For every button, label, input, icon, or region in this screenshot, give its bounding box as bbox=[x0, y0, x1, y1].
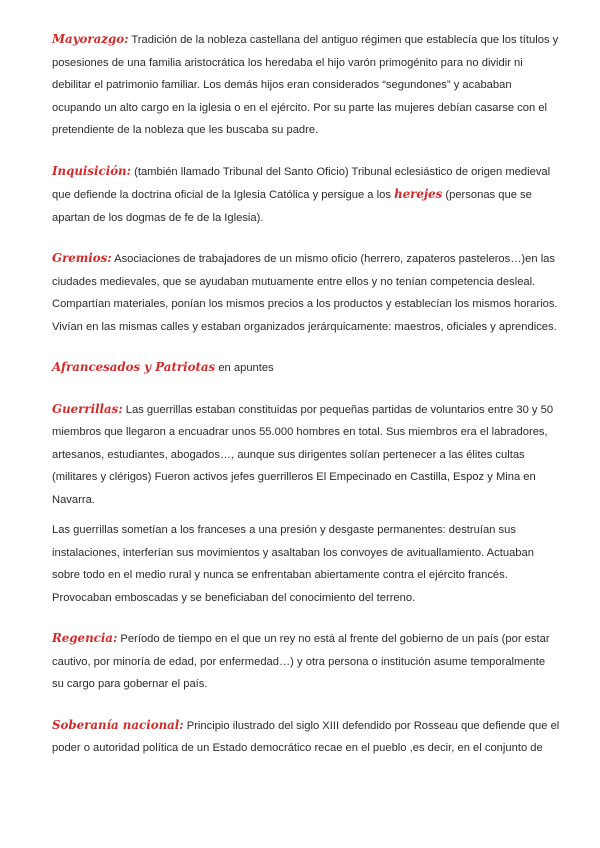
term-soberania: Soberanía nacional: bbox=[52, 717, 184, 732]
definition-guerrillas: Las guerrillas estaban constituidas por pequeñas partidas de voluntarios entre 30 y 50 miembros que llegaron a encuadrar unos 55.000 hombres en total. Sus miembros era el labradores, artesanos, estudiantes, abogados…, aunque sus dirigentes solían pertenecer a las élites cultas (militares y clérigos) Fueron activos jefes guerrilleros El Empecinado en Castilla, Espoz y Mina en Navarra. bbox=[52, 403, 554, 506]
term-herejes: herejes bbox=[394, 187, 443, 201]
entry-gremios bbox=[52, 247, 560, 338]
term-afrancesados: Afrancesados y Patriotas bbox=[52, 360, 216, 374]
definition-inquisicion-part1: (también llamado Tribunal del Santo Oficio) Tribunal eclesiástico de origen medieval que defiende la doctrina oficial de la Iglesia Católica y persigue a los bbox=[52, 165, 551, 201]
entry-guerrillas bbox=[52, 398, 560, 512]
term-gremios: Gremios: bbox=[52, 251, 112, 265]
entry-soberania bbox=[52, 714, 560, 760]
definition-afrancesados: en apuntes bbox=[215, 362, 274, 374]
definition-inquisicion-part2: (personas que se apartan de los dogmas de fe de la Iglesia). bbox=[52, 189, 532, 224]
definition-mayorazgo: Tradición de la nobleza castellana del antiguo régimen que establecía que los títulos y posesiones de una familia aristocrática los heredaba el hijo varón primogénito para no dividir ni debilitar el patrimonio familiar. Los demás hijos eran considerados “segundones” y acababan ocupando un alto cargo en la iglesia o en el ejército. Por su parte las mujeres debían casarse con el pretendiente de la nobleza que les buscaba su padre. bbox=[52, 34, 559, 136]
term-mayorazgo: Mayorazgo: bbox=[52, 32, 129, 46]
definition-regencia: Período de tiempo en el que un rey no está al frente del gobierno de un país (por estar cautivo, por minoría de edad, por enfermedad…) y otra persona o institución asume temporalmente su cargo para gobernar el país. bbox=[52, 633, 550, 690]
definition-soberania: Principio ilustrado del siglo XIII defendido por Rosseau que defiende que el poder o autoridad política de un Estado democrático recae en el pueblo ,es decir, en el conjunto de bbox=[52, 719, 560, 754]
entry-inquisicion bbox=[52, 160, 560, 230]
entry-regencia bbox=[52, 627, 560, 696]
entry-afrancesados bbox=[52, 356, 560, 380]
entry-guerrillas-continued: Las guerrillas sometían a los franceses a una presión y desgaste permanentes: destruían sus instalaciones, interferían sus movimientos y asaltaban los convoyes de avituallamiento. Actuaban sobre todo en el medio rural y nunca se enfrentaban abiertamente contra el ejército francés. Provocaban emboscadas y se beneficiaban del conocimiento del terreno. bbox=[52, 524, 534, 604]
term-inquisicion: Inquisición: bbox=[52, 163, 131, 178]
entry-mayorazgo bbox=[52, 28, 560, 142]
term-guerrillas: Guerrillas: bbox=[52, 401, 123, 416]
term-regencia: Regencia: bbox=[52, 631, 118, 645]
definition-gremios: Asociaciones de trabajadores de un mismo oficio (herrero, zapateros pasteleros…)en las ciudades medievales, que se ayudaban mutuamente entre ellos y no tenían competencia desleal. Compartían materiales, ponían los mismos precios a los productos y establecían los mismos horarios. Vivían en las mismas calles y estaban organizados jerárquicamente: maestros, oficiales y aprendices. bbox=[52, 253, 558, 333]
